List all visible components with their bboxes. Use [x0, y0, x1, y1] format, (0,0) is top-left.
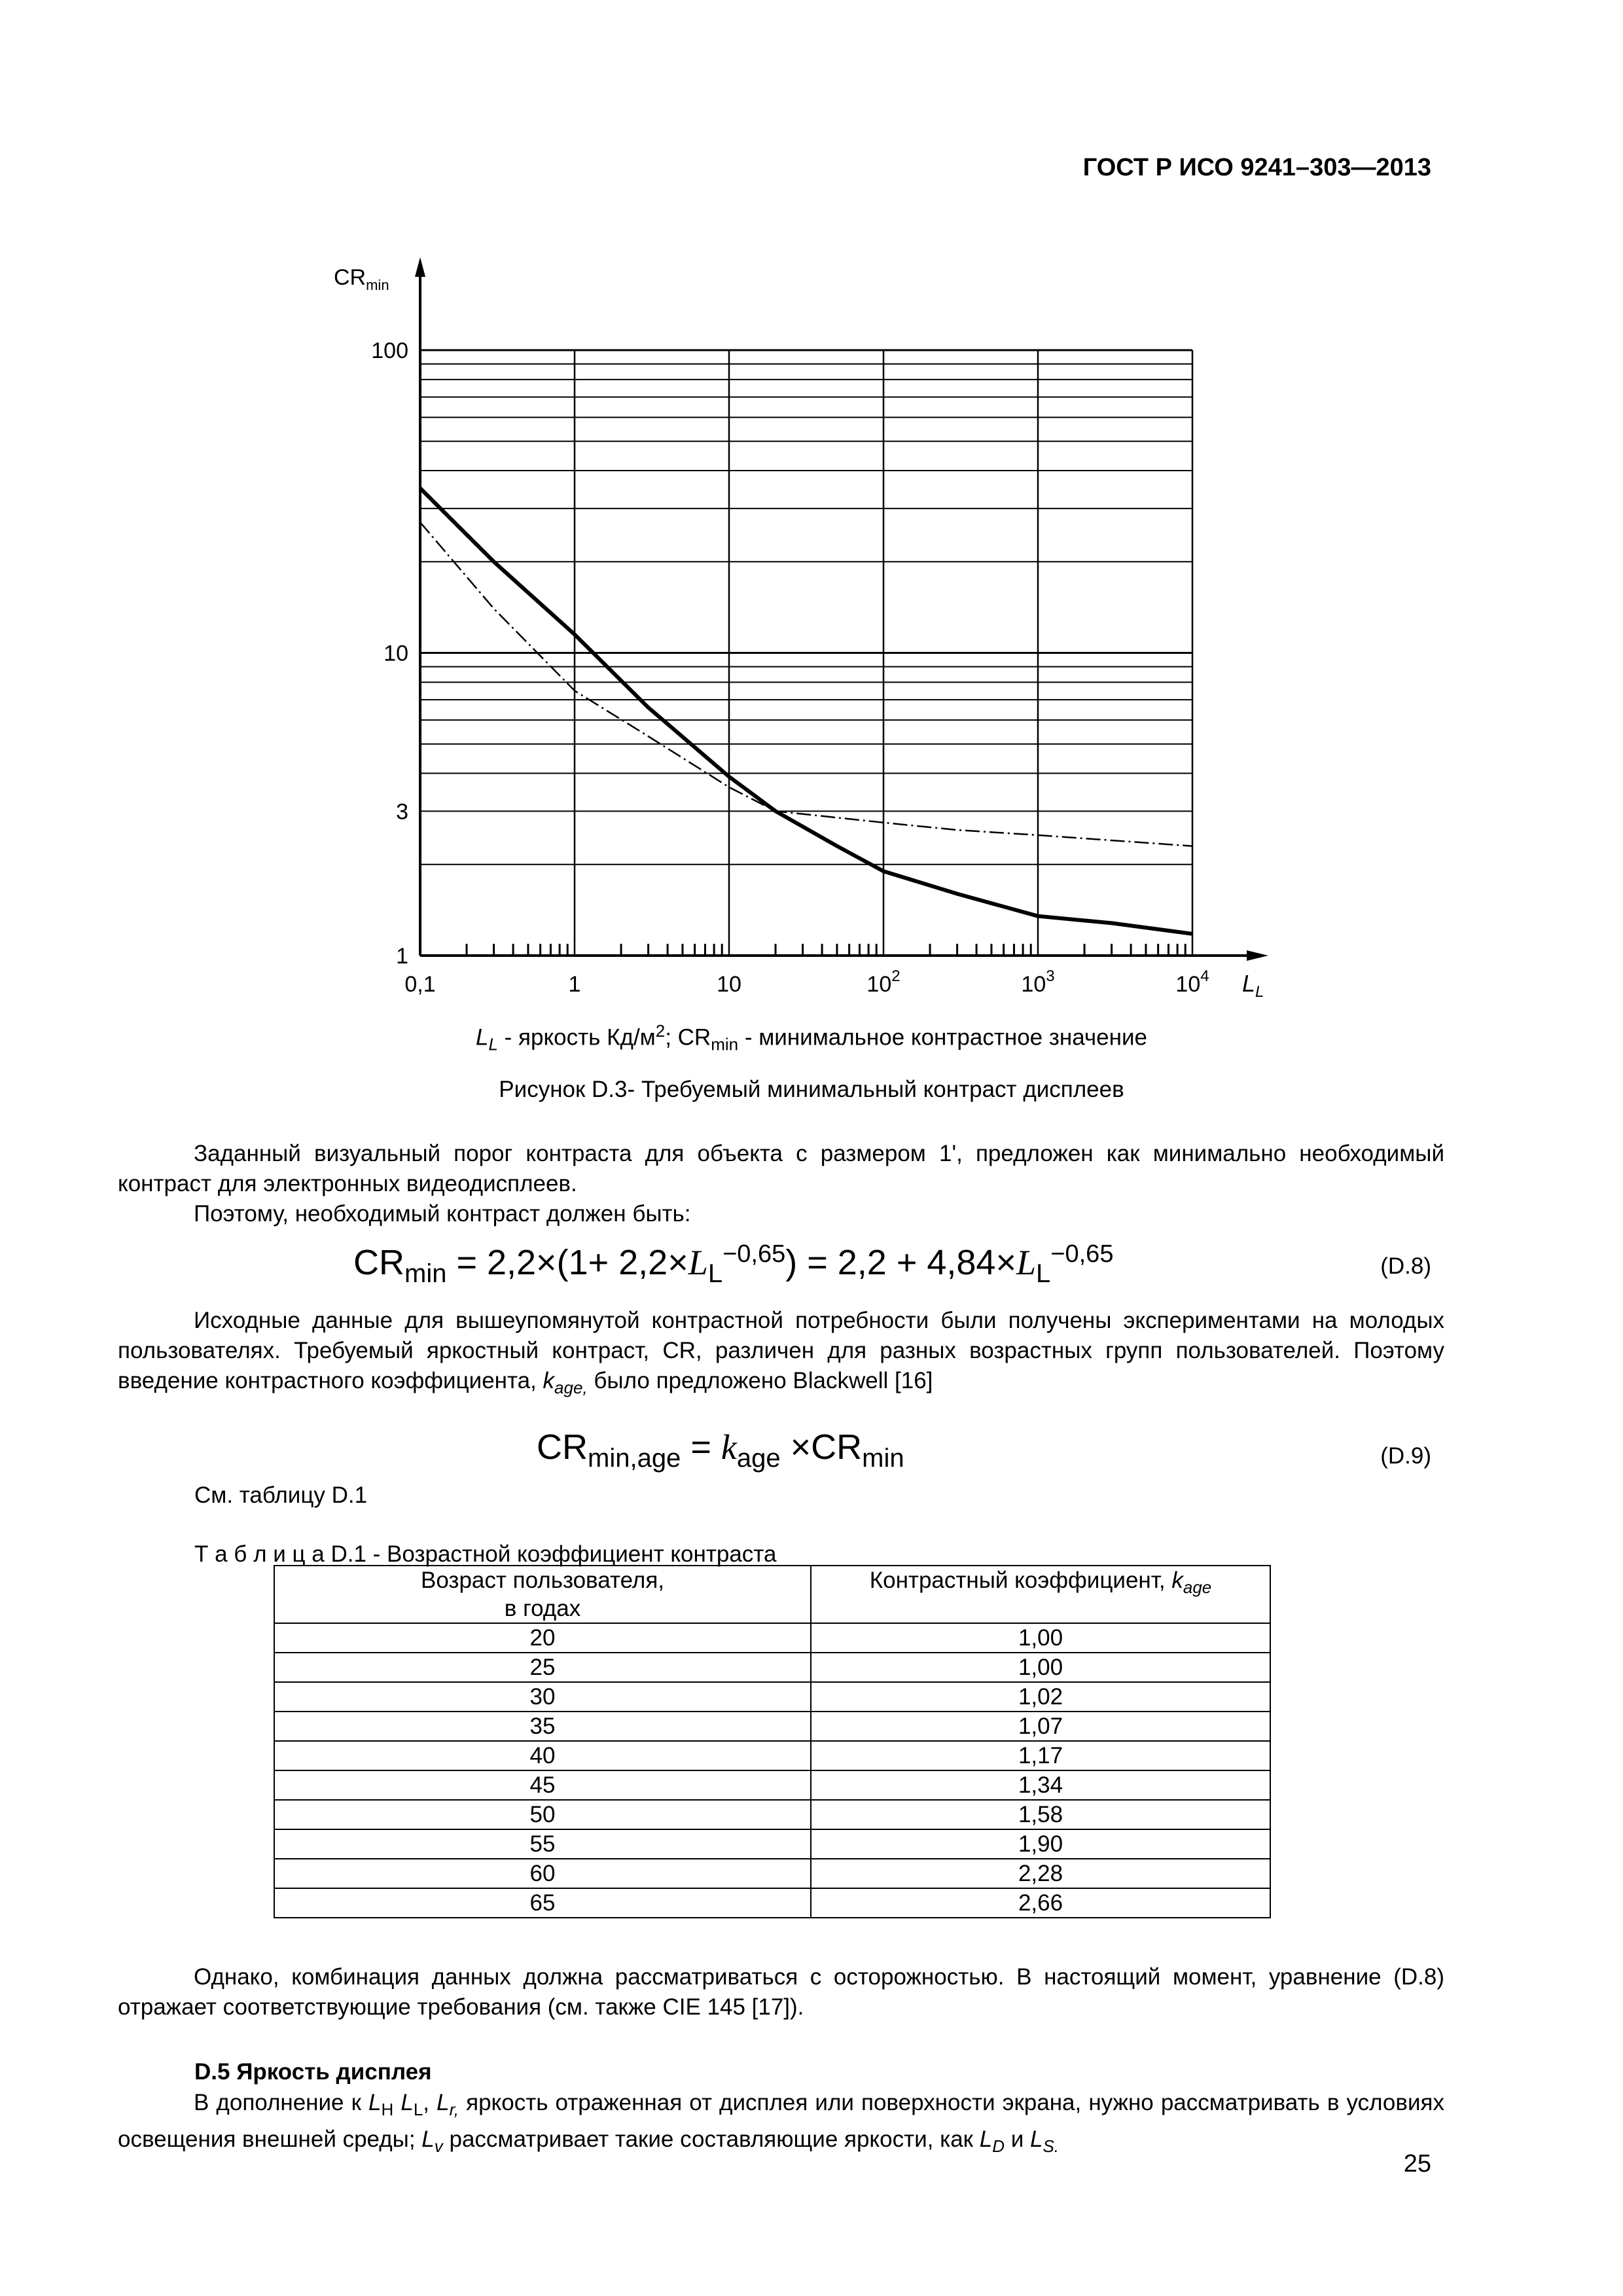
x-tick-label: 1	[568, 972, 581, 997]
formula-d9-k: k	[721, 1427, 737, 1467]
symbol-ld: L	[979, 2126, 993, 2152]
paragraph-3-text2: было предложено Blackwell [16]	[587, 1368, 933, 1393]
table-cell-coefficient: 1,34	[811, 1770, 1270, 1800]
formula-d8	[353, 1240, 1113, 1289]
table-row	[274, 1712, 1270, 1741]
symbol-lr: L	[437, 2090, 450, 2115]
paragraph-5-text: рассматривает такие составляющие яркости, как	[442, 2126, 980, 2152]
chart-series	[420, 488, 1192, 934]
symbol-lh: L	[368, 2090, 382, 2115]
table-title-text: D.1 - Возрастной коэффициент контраста	[324, 1541, 777, 1567]
equation-number-d8: (D.8)	[1380, 1253, 1431, 1279]
paragraph-5-text	[393, 2090, 401, 2115]
chart-axes	[415, 257, 1268, 961]
formula-d8-l2-sub: L	[1036, 1259, 1051, 1288]
document-code: ГОСТ Р ИСО 9241–303—2013	[1082, 154, 1431, 181]
formula-d9-times: ×	[780, 1427, 812, 1467]
x-axis-label: $L_L$	[1242, 970, 1264, 1001]
table-cell-coefficient: 1,17	[811, 1741, 1270, 1770]
table-header-k: k	[1171, 1568, 1183, 1593]
formula-d8-cr: CR	[353, 1243, 404, 1282]
legend-ll-sub: L	[488, 1034, 498, 1054]
paragraph-3-k: k	[543, 1368, 555, 1393]
legend-cr: CR	[677, 1024, 711, 1050]
y-tick-label: 100	[371, 338, 408, 363]
symbol-lh-sub: H	[381, 2100, 394, 2119]
legend-cr-sub: min	[711, 1034, 739, 1054]
paragraph-5-text: В дополнение к	[194, 2090, 369, 2115]
y-axis-label: $CR_{min}$	[334, 265, 389, 293]
table-row	[274, 1682, 1270, 1712]
paragraph-4	[118, 1962, 1444, 2022]
formula-d9-cr2: CR	[811, 1427, 863, 1467]
series-line-dashed	[420, 522, 1192, 846]
section-heading: D.5 Яркость дисплея	[194, 2059, 432, 2085]
table-cell-coefficient: 1,02	[811, 1682, 1270, 1712]
y-tick-label: 1	[396, 944, 408, 969]
table-row	[274, 1888, 1270, 1918]
table-header-age	[274, 1566, 811, 1623]
legend-sep: ;	[665, 1024, 678, 1050]
table-cell-coefficient: 2,66	[811, 1888, 1270, 1918]
symbol-ld-sub: D	[992, 2136, 1005, 2156]
formula-d8-l: L	[688, 1243, 708, 1282]
symbol-ll: L	[401, 2090, 414, 2115]
table-cell-coefficient: 1,58	[811, 1800, 1270, 1829]
figure-caption: Рисунок D.3- Требуемый минимальный контраст дисплеев	[499, 1077, 1124, 1102]
paragraph-2	[118, 1199, 1444, 1229]
table-row	[274, 1859, 1270, 1888]
formula-d9-cr2-sub: min	[862, 1443, 904, 1473]
paragraph-5-text: ,	[423, 2090, 437, 2115]
table-cell-coefficient: 1,00	[811, 1653, 1270, 1682]
paragraph-4-text: Однако, комбинация данных должна рассматриваться с осторожностью. В настоящий момент, уравнение (D.8) отражает соответствующие требования (см. также CIE 145 [17]).	[118, 1964, 1444, 2020]
paragraph-3-text1: Исходные данные для вышеупомянутой контрастной потребности были получены экспериментами на молодых пользователях. Требуемый яркостный контраст, CR, различен для разных возрастных групп пользователей. Поэтому введение контрастного коэффициента,	[118, 1308, 1444, 1393]
symbol-lr-sub: r,	[449, 2100, 459, 2119]
table-cell-age: 50	[274, 1800, 811, 1829]
paragraph-3-k-sub: age,	[554, 1378, 588, 1397]
age-coefficient-table	[274, 1565, 1271, 1918]
see-table-text: См. таблицу D.1	[194, 1482, 368, 1508]
formula-d8-cr-sub: min	[404, 1259, 447, 1288]
table-row	[274, 1800, 1270, 1829]
paragraph-2-text: Поэтому, необходимый контраст должен быть:	[194, 1201, 691, 1227]
table-cell-age: 40	[274, 1741, 811, 1770]
formula-d9	[537, 1427, 904, 1473]
contrast-chart	[314, 252, 1296, 1037]
table-cell-age: 25	[274, 1653, 811, 1682]
table-cell-age: 60	[274, 1859, 811, 1888]
table-header-age-line2: в годах	[504, 1596, 581, 1621]
formula-d8-exp2: −0,65	[1050, 1240, 1114, 1268]
formula-d8-exp: −0,65	[722, 1240, 786, 1268]
formula-d8-part1: = 2,2×(1+ 2,2×	[446, 1243, 688, 1282]
table-header-coefficient-text: Контрастный коэффициент,	[869, 1568, 1172, 1593]
formula-d8-part2: ) = 2,2 + 4,84×	[785, 1243, 1016, 1282]
legend-ll-text: - яркость Кд/м	[497, 1024, 656, 1050]
chart-legend-line	[0, 1021, 1623, 1055]
symbol-ls: L	[1029, 2126, 1043, 2152]
series-line-solid	[420, 488, 1192, 934]
legend-cr-text: - минимальное контрастное значение	[738, 1024, 1147, 1050]
table-title-label: Т а б л и ц а	[194, 1541, 325, 1567]
table-cell-age: 35	[274, 1712, 811, 1741]
paragraph-3	[118, 1306, 1444, 1403]
y-tick-label: 10	[383, 641, 408, 666]
formula-d9-cr: CR	[537, 1427, 588, 1467]
table-cell-age: 55	[274, 1829, 811, 1859]
table-header-row	[274, 1566, 1270, 1623]
page-number: 25	[1403, 2150, 1431, 2178]
table-row	[274, 1653, 1270, 1682]
table-header-k-sub: age	[1183, 1577, 1212, 1597]
paragraph-5	[118, 2088, 1444, 2161]
equation-number-d9: (D.9)	[1380, 1443, 1431, 1469]
table-cell-age: 20	[274, 1623, 811, 1653]
formula-d9-k-sub: age	[736, 1443, 781, 1473]
formula-d9-eq: =	[681, 1427, 721, 1467]
symbol-ls-sub: S.	[1043, 2136, 1060, 2156]
table-cell-coefficient: 2,28	[811, 1859, 1270, 1888]
y-tick-label: 3	[396, 799, 408, 825]
legend-ll-symbol: L	[476, 1024, 489, 1050]
symbol-lv: L	[421, 2126, 435, 2152]
table-cell-age: 65	[274, 1888, 811, 1918]
table-row	[274, 1770, 1270, 1800]
paragraph-5-text: яркость отраженная от дисплея или поверхности экрана, нужно рассматривать в условиях освещения внешней среды;	[118, 2090, 1444, 2152]
chart-grid	[420, 350, 1192, 956]
table-row	[274, 1829, 1270, 1859]
formula-d8-l-sub: L	[707, 1259, 723, 1288]
table-cell-age: 30	[274, 1682, 811, 1712]
table-row	[274, 1741, 1270, 1770]
formula-d8-l2: L	[1016, 1243, 1037, 1282]
table-cell-coefficient: 1,90	[811, 1829, 1270, 1859]
symbol-lv-sub: v	[434, 2136, 443, 2156]
x-tick-label: $10^3$	[1021, 967, 1055, 997]
table-cell-coefficient: 1,00	[811, 1623, 1270, 1653]
legend-sup2: 2	[655, 1021, 666, 1041]
symbol-ll-sub: L	[413, 2100, 423, 2119]
paragraph-1-text: Заданный визуальный порог контраста для объекта с размером 1', предложен как минимально необходимый контраст для электронных видеодисплеев.	[118, 1141, 1444, 1196]
chart-labels	[334, 265, 1264, 1001]
formula-d9-cr-sub: min,age	[588, 1443, 681, 1473]
table-header-age-line1: Возраст пользователя,	[420, 1568, 664, 1593]
table-cell-age: 45	[274, 1770, 811, 1800]
x-axis-arrow	[1247, 950, 1268, 961]
table-row	[274, 1623, 1270, 1653]
x-tick-label: $10^2$	[866, 967, 901, 997]
x-tick-label: $10^4$	[1175, 967, 1209, 997]
table-title	[194, 1541, 776, 1568]
x-tick-label: 10	[717, 972, 741, 997]
paragraph-1	[118, 1139, 1444, 1199]
paragraph-5-text: и	[1004, 2126, 1030, 2152]
table-cell-coefficient: 1,07	[811, 1712, 1270, 1741]
x-tick-label: 0,1	[404, 972, 436, 997]
y-axis-arrow	[415, 257, 425, 277]
table-header-coefficient	[811, 1566, 1270, 1623]
